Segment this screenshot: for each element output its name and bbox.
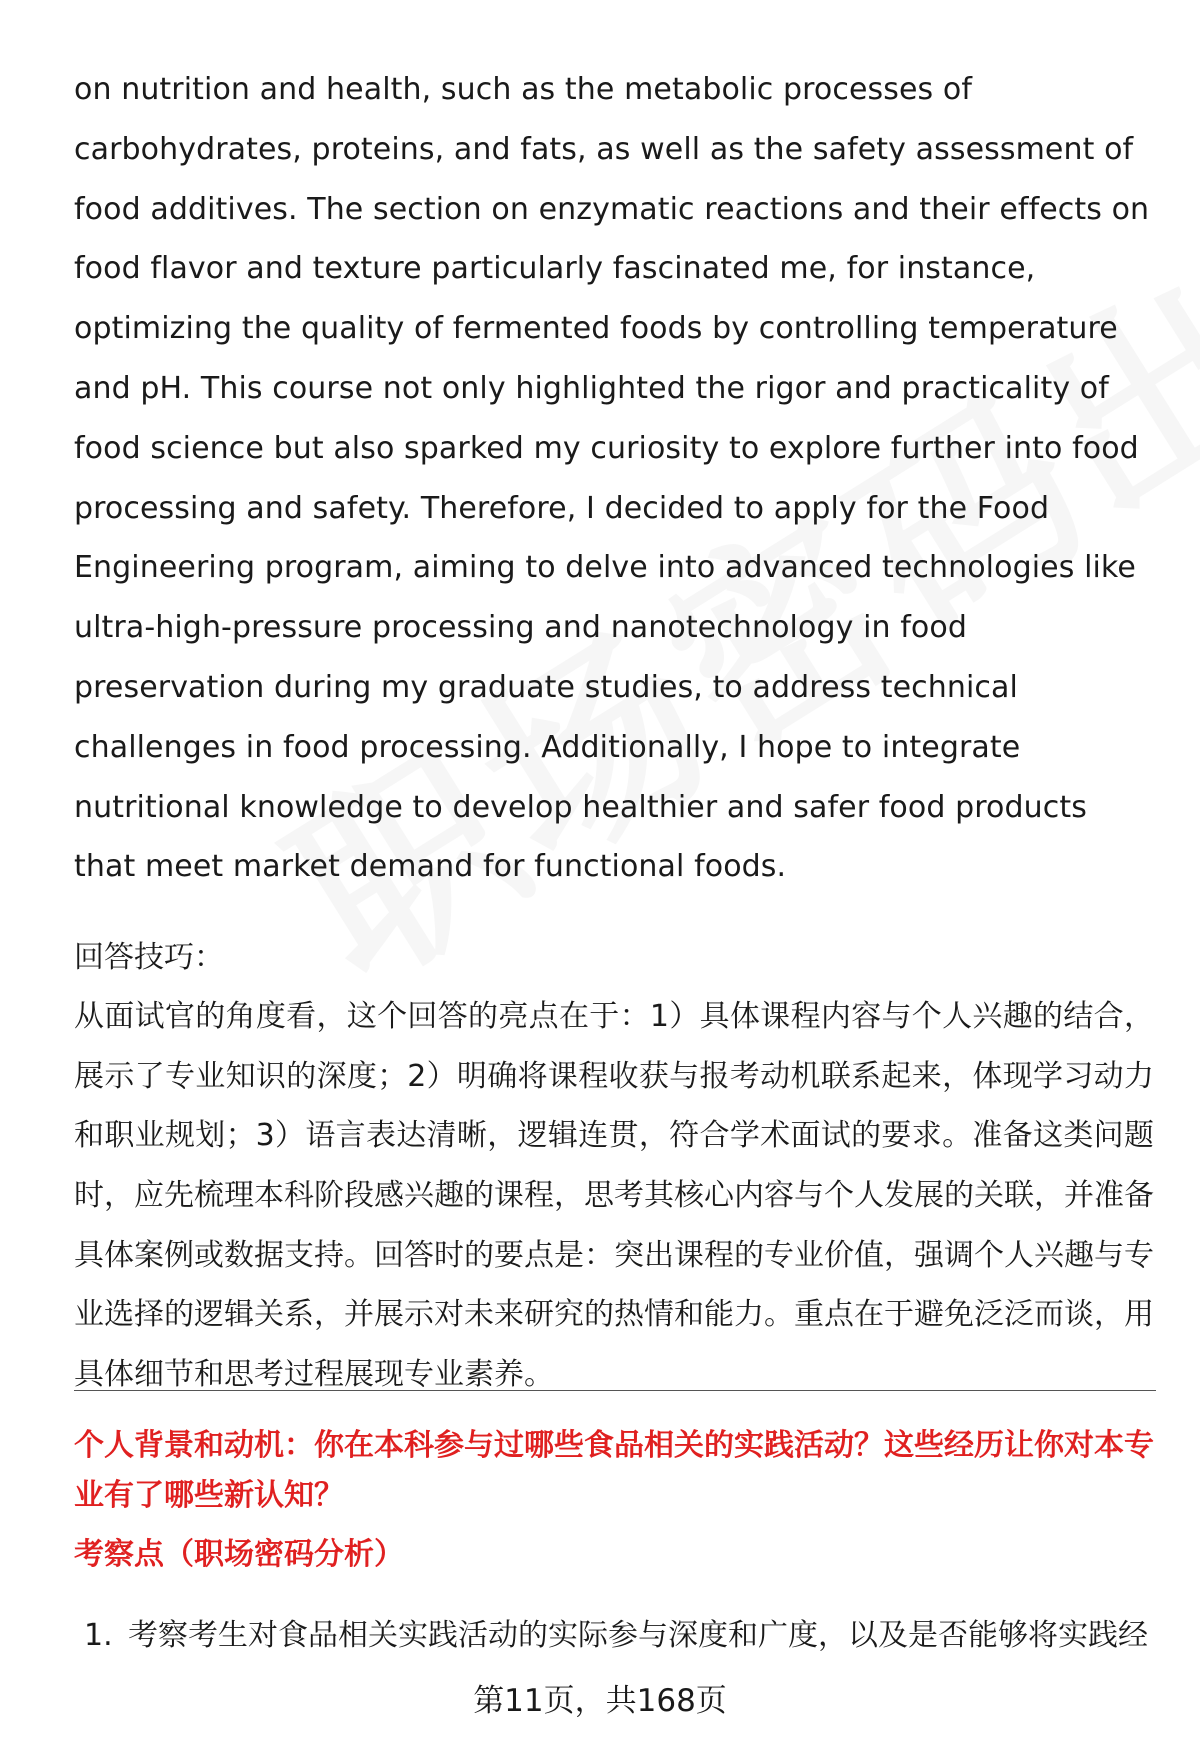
focus-heading: 考察点（职场密码分析） bbox=[74, 1537, 404, 1572]
english-answer-paragraph: on nutrition and health, such as the metabolic processes of carbohydrates, proteins, and fats, as well as the safety assessment of food additives. The section on enzymatic reactions and their effects on food flavor and texture particularly fascinated me, for instance, optimizing the quality of fermented foods by controlling temperature and pH. This course not only highlighted the rigor and practicality of food science but also sparked my curiosity to explore further into food processing and safety. Therefore, I decided to apply for the Food Engineering program, aiming to delve into advanced technologies like ultra-high-pressure processing and nanotechnology in food preservation during my graduate studies, to address technical challenges in food processing. Additionally, I hope to integrate nutritional knowledge to develop healthier and safer food products that meet market demand for functional foods. bbox=[74, 72, 1150, 885]
list-item bbox=[84, 1608, 1156, 1664]
list-item-text: 考察考生对食品相关实践活动的实际参与深度和广度，以及是否能够将实践经 bbox=[128, 1618, 1148, 1653]
page-number: 第11页，共168页 bbox=[473, 1683, 727, 1719]
tips-heading: 回答技巧： bbox=[74, 940, 224, 976]
tips-paragraph: 从面试官的角度看，这个回答的亮点在于：1）具体课程内容与个人兴趣的结合，展示了专业知识的深度；2）明确将课程收获与报考动机联系起来，体现学习动力和职业规划；3）语言表达清晰，逻辑连贯，符合学术面试的要求。准备这类问题时，应先梳理本科阶段感兴趣的课程，思考其核心内容与个人发展的关联，并准备具体案例或数据支持。回答时的要点是：突出课程的专业价值，强调个人兴趣与专业选择的逻辑关系，并展示对未来研究的热情和能力。重点在于避免泛泛而谈，用具体细节和思考过程展现专业素养。 bbox=[74, 999, 1154, 1392]
list-item-number: 1. bbox=[84, 1618, 113, 1653]
section-divider bbox=[74, 1390, 1156, 1391]
question-title: 个人背景和动机：你在本科参与过哪些食品相关的实践活动？这些经历让你对本专业有了哪些新认知？ bbox=[74, 1428, 1154, 1513]
main-content bbox=[74, 60, 1154, 1404]
